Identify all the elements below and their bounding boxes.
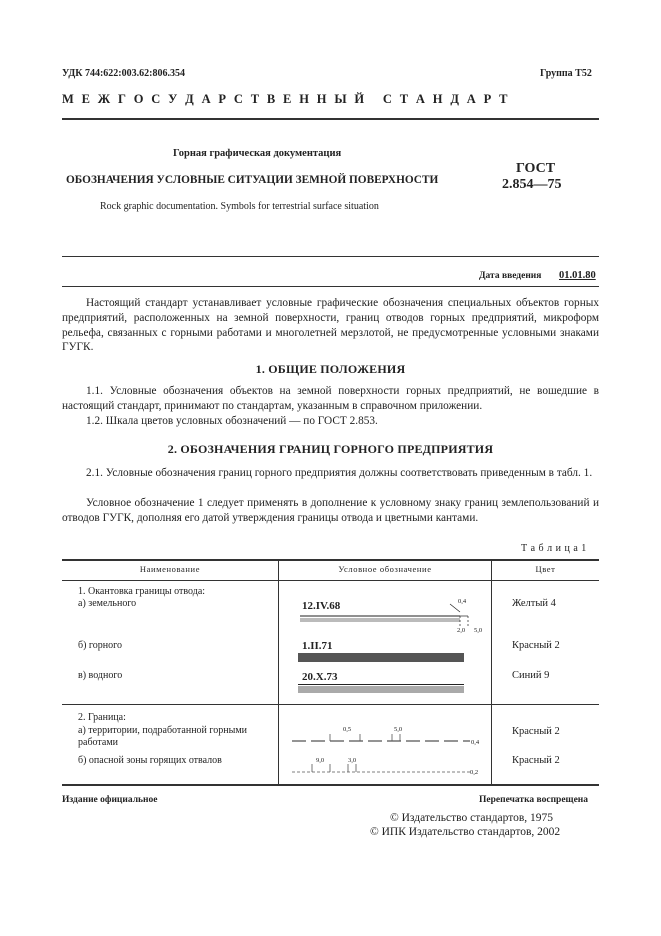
- document-subtitle: Горная графическая документация: [173, 148, 342, 159]
- row1c-name: в) водного: [78, 670, 123, 681]
- section-2-para-1: 2.1. Условные обозначения границ горного предприятия должны соответствовать приведенным в табл. 1.: [86, 467, 593, 479]
- document-title: ОБОЗНАЧЕНИЯ УСЛОВНЫЕ СИТУАЦИИ ЗЕМНОЙ ПОВЕРХНОСТИ: [66, 174, 439, 186]
- footer-official: Издание официальное: [62, 795, 158, 805]
- row1a-dim-b2: 5,0: [474, 627, 483, 634]
- table-caption: Т а б л и ц а 1: [521, 543, 587, 554]
- table-col-divider-2: [491, 560, 492, 784]
- row1-name: 1. Окантовка границы отвода:: [78, 586, 206, 597]
- row1a-date-label: 12.IV.68: [302, 600, 341, 612]
- udk-code: УДК 744:622:003.62:806.354: [62, 68, 185, 79]
- title-rule-bottom: [62, 256, 599, 257]
- intro-date-value: 01.01.80: [559, 270, 596, 281]
- section-1-para-2: 1.2. Шкала цветов условных обозначений — по ГОСТ 2.853.: [86, 415, 378, 427]
- row2b-color: Красный 2: [512, 755, 560, 766]
- standard-type: М Е Ж Г О С У Д А Р С Т В Е Н Н Ы Й С Т А Н Д А Р Т: [62, 92, 510, 106]
- row2a-dim-2: 5,0: [394, 726, 403, 733]
- row2-name: 2. Граница:: [78, 712, 126, 723]
- table-rule-header: [62, 580, 599, 581]
- row1b-red-band: [298, 653, 464, 662]
- table-rule-row1: [62, 704, 599, 705]
- row2b-name: б) опасной зоны горящих отвалов: [78, 755, 222, 766]
- table-rule-top: [62, 559, 599, 561]
- row2b-dim-1: 9,0: [316, 757, 325, 764]
- row2a-dim-1: 0,5: [343, 726, 352, 733]
- row1c-color: Синий 9: [512, 670, 550, 681]
- row1b-name: б) горного: [78, 640, 122, 651]
- row2a-name: а) территории, подработанной горными работами: [78, 725, 248, 748]
- row2a-dim-3: 0,4: [471, 739, 480, 746]
- header-rule-top: [62, 118, 599, 120]
- section-1-heading: 1. ОБЩИЕ ПОЛОЖЕНИЯ: [255, 362, 406, 376]
- intro-paragraph: Настоящий стандарт устанавливает условные графические обозначения специальных объектов горных предприятий, расположенных на земной поверхности, границ отводов горных предприятий, микроформ рельефа, связанных с горными работами и многолетней мерзлотой, не предусмотренные условными знаками ГУГК.: [62, 297, 599, 354]
- row1b-date-label: 1.II.71: [302, 640, 333, 652]
- section-2-para-2: Условное обозначение 1 следует применять в дополнение к условному знаку границ землепользований и отводов ГУГК, дополняя его датой утверждения границы отвода и цветными кантами.: [62, 497, 599, 524]
- row1c-blue-band: [298, 686, 464, 693]
- footer-copyright-2: © ИПК Издательство стандартов, 2002: [370, 826, 561, 838]
- row1a-dim-top: 0,4: [458, 598, 467, 605]
- section-2-heading: 2. ОБОЗНАЧЕНИЯ ГРАНИЦ ГОРНОГО ПРЕДПРИЯТИЯ: [167, 442, 494, 456]
- row1a-color: Желтый 4: [512, 598, 556, 609]
- row1b-color: Красный 2: [512, 640, 560, 651]
- intro-date-rule: [62, 286, 599, 287]
- section-1-para-1: 1.1. Условные обозначения объектов на земной поверхности горных предприятий, не вошедшие в настоящий стандарт, принимают по стандартам, указанным в справочном приложении.: [62, 385, 599, 412]
- table-header-name: Наименование: [139, 564, 201, 574]
- row1a-dim-b1: 2,0: [457, 627, 466, 634]
- table-rule-bottom: [62, 784, 599, 786]
- table-col-divider-1: [278, 560, 279, 784]
- row1c-date-label: 20.X.73: [302, 671, 338, 683]
- row2b-dim-2: 3,0: [348, 757, 357, 764]
- footer-copyright-1: © Издательство стандартов, 1975: [390, 812, 554, 824]
- row2a-symbol: [290, 726, 486, 748]
- table-header-color: Цвет: [535, 564, 556, 574]
- footer-reprint: Перепечатка воспрещена: [479, 795, 589, 805]
- intro-date-label: Дата введения: [479, 271, 542, 281]
- row1a-name: а) земельного: [78, 598, 137, 609]
- table-header-symbol: Условное обозначение: [338, 564, 432, 574]
- group-code: Группа Т52: [540, 68, 592, 79]
- row2a-color: Красный 2: [512, 726, 560, 737]
- document-english-title: Rock graphic documentation. Symbols for terrestrial surface situation: [100, 201, 379, 212]
- gost-number: 2.854—75: [502, 177, 562, 192]
- row1c-blue-line: [298, 684, 464, 685]
- gost-label: ГОСТ: [516, 161, 556, 176]
- row2b-dim-3: 0,2: [470, 769, 479, 776]
